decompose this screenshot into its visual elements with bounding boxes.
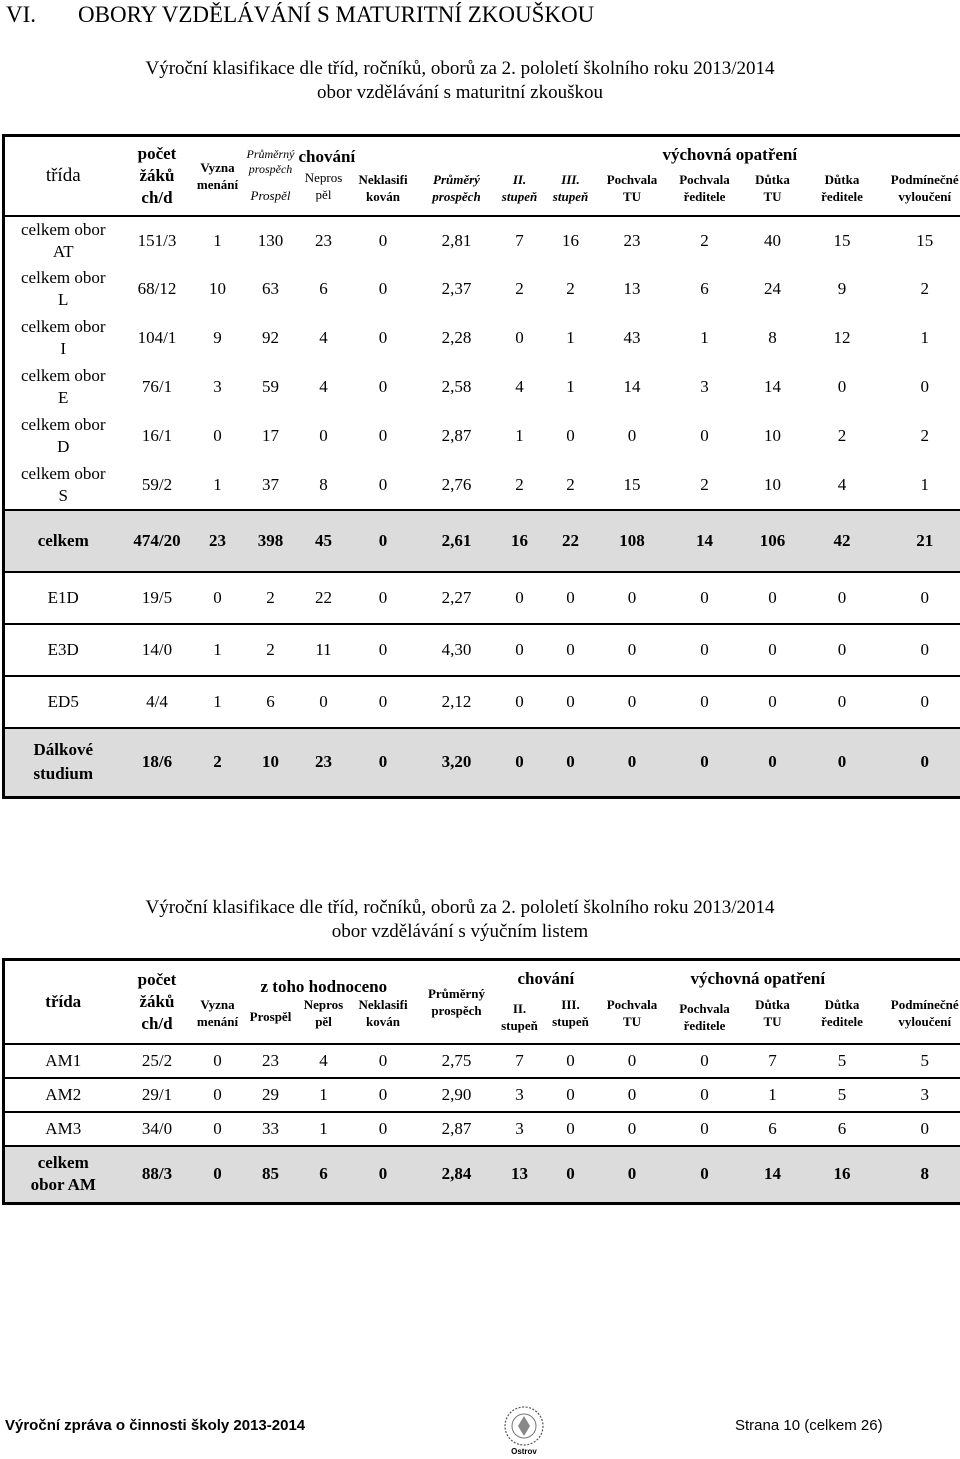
cell-value: 0 xyxy=(515,328,524,347)
cell-value: 2 xyxy=(243,624,299,676)
cell-value: 0 xyxy=(193,572,243,624)
cell-value: 0 xyxy=(378,426,388,445)
total-label: celkem xyxy=(4,510,122,572)
table-row xyxy=(4,412,960,461)
total-value: 0 xyxy=(544,1146,598,1204)
cell-value: 0 xyxy=(319,426,328,445)
cell-value: 6 xyxy=(319,279,328,298)
cell-value: 2 xyxy=(920,426,929,445)
t2-header-iii-stupen: III. stupeň xyxy=(552,996,589,1029)
cell-value: 0 xyxy=(667,572,743,624)
cell-value: 4 xyxy=(803,461,882,510)
cell-value: 4 xyxy=(319,328,328,347)
total-value: 45 xyxy=(299,510,349,572)
cell-value: 2 xyxy=(566,279,575,298)
table-row xyxy=(4,216,960,265)
t2-header-pocet: počet žáků ch/d xyxy=(137,969,177,1033)
cell-value: 59 xyxy=(262,377,279,396)
cell-value: 12 xyxy=(833,328,851,347)
cell-value: 3 xyxy=(496,1078,544,1112)
table2-header-row xyxy=(4,960,960,1044)
table-row xyxy=(4,624,960,676)
cell-value: 2 xyxy=(544,461,598,510)
header-neklas: Neklasifi kován xyxy=(358,172,408,205)
row-label: E1D xyxy=(4,572,122,624)
cell-value: 2 xyxy=(837,426,847,445)
t2-header-neklas: Neklasifi kován xyxy=(358,996,408,1029)
t2-header-dutka-tu: Důtka TU xyxy=(755,996,790,1029)
total-value: 42 xyxy=(803,510,882,572)
cell-value: 0 xyxy=(803,624,882,676)
distance-value: 0 xyxy=(882,728,960,798)
total-value: 85 xyxy=(243,1146,299,1204)
cell-value: 5 xyxy=(803,1044,882,1078)
cell-value: 6 xyxy=(803,1112,882,1146)
cell-value: 0 xyxy=(803,572,882,624)
cell-value: 0 xyxy=(920,377,929,396)
cell-value: 0 xyxy=(496,676,544,728)
cell-value: 0 xyxy=(349,1112,418,1146)
table-row xyxy=(4,363,960,412)
cell-value: 76/1 xyxy=(141,377,173,396)
cell-value: 0 xyxy=(598,572,667,624)
cell-value: 19/5 xyxy=(122,572,193,624)
section2-caption-2: obor vzdělávání s výučním listem xyxy=(331,921,589,942)
maturita-classification-table xyxy=(2,134,960,799)
cell-value: 0 xyxy=(667,624,743,676)
total-row xyxy=(4,1146,960,1204)
header-dutka-tu: Důtka TU xyxy=(755,172,790,205)
cell-value: 9 xyxy=(213,328,222,347)
cell-value: 0 xyxy=(349,216,418,265)
t2-header-podminecne: Podmínečné vyloučení xyxy=(890,996,959,1029)
header-pochvala-reditele: výchovná opatření Pochvala ředitele xyxy=(662,145,798,205)
cell-value: 3 xyxy=(882,1078,960,1112)
total-value: 106 xyxy=(743,510,803,572)
cell-value: 68/12 xyxy=(137,279,177,298)
total-value: 23 xyxy=(193,510,243,572)
cell-value: 2 xyxy=(667,216,743,265)
cell-value: 130 xyxy=(243,216,299,265)
cell-value: 0 xyxy=(213,426,222,445)
cell-value: 0 xyxy=(667,1078,743,1112)
row-label: E3D xyxy=(4,624,122,676)
total-value: 22 xyxy=(544,510,598,572)
distance-value: 0 xyxy=(496,728,544,798)
cell-value: 23 xyxy=(299,216,349,265)
cell-value: 2 xyxy=(920,279,929,298)
cell-value: 0 xyxy=(193,1044,243,1078)
cell-value: 0 xyxy=(349,572,418,624)
cell-value: 0 xyxy=(544,676,598,728)
total-value: 0 xyxy=(598,1146,667,1204)
cell-value: 2,87 xyxy=(418,1112,496,1146)
row-label: AM1 xyxy=(4,1044,122,1078)
cell-value: 0 xyxy=(349,1078,418,1112)
t2-header-trida: třída xyxy=(45,992,82,1012)
cell-value: 1 xyxy=(193,624,243,676)
cell-value: 1 xyxy=(566,328,575,347)
total-value: 2,61 xyxy=(418,510,496,572)
distance-row xyxy=(4,728,960,798)
cell-value: 1 xyxy=(193,216,243,265)
table-row xyxy=(4,1078,960,1112)
total-value: 88/3 xyxy=(122,1146,193,1204)
cell-value: 14/0 xyxy=(122,624,193,676)
distance-value: 0 xyxy=(667,728,743,798)
cell-value: 24 xyxy=(764,279,781,298)
cell-value: 29/1 xyxy=(122,1078,193,1112)
cell-value: 17 xyxy=(262,426,279,445)
cell-value: 16 xyxy=(544,216,598,265)
cell-value: 9 xyxy=(837,279,847,298)
cell-value: 0 xyxy=(544,1078,598,1112)
cell-value: 1 xyxy=(299,1112,349,1146)
t2-header-vyzna: Vyzna menání xyxy=(196,996,239,1029)
cell-value: 2,76 xyxy=(418,461,496,510)
row-label: celkem obor AT xyxy=(4,216,122,265)
cell-value: 0 xyxy=(349,676,418,728)
header-iii-stupen: III. stupeň xyxy=(552,172,589,205)
cell-value: 0 xyxy=(803,676,882,728)
logo-text: Ostrov xyxy=(511,1447,537,1456)
table-row xyxy=(4,1112,960,1146)
header-prumer: Průměrý prospěch xyxy=(432,172,481,205)
distance-value: 0 xyxy=(803,728,882,798)
total-value: 14 xyxy=(667,510,743,572)
cell-value: 0 xyxy=(496,572,544,624)
cell-value: 7 xyxy=(743,1044,803,1078)
cell-value: 8 xyxy=(299,461,349,510)
header-ii-stupen: II. stupeň xyxy=(501,172,538,205)
cell-value: 5 xyxy=(803,1078,882,1112)
distance-value: 2 xyxy=(193,728,243,798)
cell-value: 0 xyxy=(598,624,667,676)
cell-value: 0 xyxy=(743,676,803,728)
footer-left: Výroční zpráva o činnosti školy 2013-2014 xyxy=(5,1417,306,1434)
header-nepros: chování Nepros pěl xyxy=(298,147,356,203)
t2-header-nepros: Nepros pěl xyxy=(303,996,344,1029)
cell-value: 0 xyxy=(496,624,544,676)
section2-caption-1: Výroční klasifikace dle tříd, ročníků, oborů za 2. pololetí školního roku 2013/2014 xyxy=(145,897,775,918)
cell-value: 8 xyxy=(768,328,777,347)
chapter-number: VI. xyxy=(6,2,37,27)
row-label: celkem obor I xyxy=(21,317,106,358)
cell-value: 0 xyxy=(193,1112,243,1146)
table-row xyxy=(4,1044,960,1078)
distance-value: 10 xyxy=(243,728,299,798)
cell-value: 0 xyxy=(882,676,960,728)
cell-value: 2,87 xyxy=(441,426,472,445)
cell-value: 2,27 xyxy=(418,572,496,624)
cell-value: 23 xyxy=(598,216,667,265)
cell-value: 151/3 xyxy=(122,216,193,265)
cell-value: 1 xyxy=(882,461,960,510)
cell-value: 0 xyxy=(882,1112,960,1146)
cell-value: 40 xyxy=(743,216,803,265)
cell-value: 13 xyxy=(623,279,641,298)
cell-value: 0 xyxy=(378,377,388,396)
cell-value: 1 xyxy=(193,461,243,510)
cell-value: 29 xyxy=(243,1078,299,1112)
cell-value: 5 xyxy=(882,1044,960,1078)
cell-value: 1 xyxy=(193,676,243,728)
distance-value: 0 xyxy=(544,728,598,798)
cell-value: 0 xyxy=(193,1078,243,1112)
total-value: 0 xyxy=(667,1146,743,1204)
table-row xyxy=(4,314,960,363)
cell-value: 2,12 xyxy=(418,676,496,728)
t2-header-prumer: Průměrný prospěch xyxy=(427,985,486,1018)
vyucni-list-classification-table xyxy=(2,958,960,1205)
total-value: 398 xyxy=(243,510,299,572)
t2-header-vychovna: výchovná opatření xyxy=(690,968,826,988)
total-label: celkem obor AM xyxy=(4,1146,122,1204)
cell-value: 0 xyxy=(598,1078,667,1112)
cell-value: 6 xyxy=(743,1112,803,1146)
cell-value: 43 xyxy=(623,328,641,347)
cell-value: 14 xyxy=(623,377,641,396)
cell-value: 92 xyxy=(262,328,279,347)
cell-value: 2,75 xyxy=(418,1044,496,1078)
cell-value: 10 xyxy=(764,426,781,445)
chapter-title: OBORY VZDĚLÁVÁNÍ S MATURITNÍ ZKOUŠKOU xyxy=(78,2,595,27)
t2-header-prospel: z toho hodnoceno Prospěl xyxy=(249,977,388,1025)
row-label: celkem obor S xyxy=(4,461,122,510)
t2-header-chovani: chování xyxy=(517,968,575,988)
cell-value: 10 xyxy=(743,461,803,510)
cell-value: 25/2 xyxy=(122,1044,193,1078)
section1-caption-1: Výroční klasifikace dle tříd, ročníků, oborů za 2. pololetí školního roku 2013/2014 xyxy=(145,58,775,79)
table-row xyxy=(4,572,960,624)
cell-value: 0 xyxy=(598,676,667,728)
cell-value: 1 xyxy=(700,328,709,347)
cell-value: 0 xyxy=(743,624,803,676)
distance-value: 0 xyxy=(598,728,667,798)
cell-value: 2 xyxy=(515,279,524,298)
row-label: AM3 xyxy=(4,1112,122,1146)
distance-value: 3,20 xyxy=(418,728,496,798)
header-dutka-reditele: Důtka ředitele xyxy=(821,172,863,205)
cell-value: 0 xyxy=(743,572,803,624)
cell-value: 6 xyxy=(700,279,709,298)
cell-value: 0 xyxy=(378,279,388,298)
total-value: 474/20 xyxy=(122,510,193,572)
cell-value: 0 xyxy=(598,1112,667,1146)
cell-value: 4 xyxy=(319,377,328,396)
cell-value: 0 xyxy=(299,676,349,728)
table-header-row xyxy=(4,136,960,216)
cell-value: 2,37 xyxy=(441,279,472,298)
cell-value: 63 xyxy=(262,279,279,298)
total-value: 2,84 xyxy=(418,1146,496,1204)
table-row xyxy=(4,461,960,510)
cell-value: 4,30 xyxy=(418,624,496,676)
table-row xyxy=(4,676,960,728)
cell-value: 3 xyxy=(496,1112,544,1146)
cell-value: 0 xyxy=(837,377,847,396)
row-label: ED5 xyxy=(4,676,122,728)
cell-value: 33 xyxy=(243,1112,299,1146)
cell-value: 15 xyxy=(803,216,882,265)
cell-value: 2,90 xyxy=(418,1078,496,1112)
t2-header-pochvala-tu: Pochvala TU xyxy=(606,996,658,1029)
cell-value: 0 xyxy=(667,1044,743,1078)
cell-value: 1 xyxy=(515,426,524,445)
cell-value: 0 xyxy=(598,1044,667,1078)
cell-value: 0 xyxy=(349,461,418,510)
school-logo xyxy=(500,1404,548,1456)
cell-value: 0 xyxy=(566,426,575,445)
cell-value: 0 xyxy=(544,572,598,624)
cell-value: 2,58 xyxy=(441,377,472,396)
total-value: 6 xyxy=(299,1146,349,1204)
cell-value: 11 xyxy=(299,624,349,676)
cell-value: 14 xyxy=(764,377,781,396)
cell-value: 0 xyxy=(544,624,598,676)
cell-value: 10 xyxy=(209,279,226,298)
cell-value: 104/1 xyxy=(137,328,177,347)
total-value: 8 xyxy=(882,1146,960,1204)
row-label: celkem obor L xyxy=(21,268,106,309)
header-vyzna: Vyzna menání xyxy=(196,159,239,192)
distance-label: Dálkové studium xyxy=(4,728,122,798)
header-pochvala-tu: Pochvala TU xyxy=(606,172,658,205)
cell-value: 59/2 xyxy=(122,461,193,510)
distance-value: 0 xyxy=(743,728,803,798)
t2-header-dutka-reditele: Důtka ředitele xyxy=(821,996,863,1029)
cell-value: 0 xyxy=(627,426,637,445)
cell-value: 2 xyxy=(667,461,743,510)
cell-value: 0 xyxy=(544,1112,598,1146)
cell-value: 0 xyxy=(700,426,709,445)
cell-value: 1 xyxy=(566,377,575,396)
section1-caption-2: obor vzdělávání s maturitní zkouškou xyxy=(317,82,603,103)
cell-value: 0 xyxy=(378,328,388,347)
header-pocet: počet žáků ch/d xyxy=(137,143,177,207)
total-value: 0 xyxy=(349,510,418,572)
total-value: 0 xyxy=(349,1146,418,1204)
row-label: celkem obor D xyxy=(21,415,106,456)
cell-value: 22 xyxy=(299,572,349,624)
cell-value: 0 xyxy=(882,624,960,676)
table-row xyxy=(4,265,960,314)
cell-value: 16/1 xyxy=(141,426,173,445)
cell-value: 15 xyxy=(598,461,667,510)
total-value: 16 xyxy=(803,1146,882,1204)
cell-value: 0 xyxy=(349,624,418,676)
header-podminecne: Podmínečné vyloučení xyxy=(890,172,959,205)
total-row xyxy=(4,510,960,572)
cell-value: 4/4 xyxy=(122,676,193,728)
total-value: 13 xyxy=(496,1146,544,1204)
total-value: 21 xyxy=(882,510,960,572)
cell-value: 7 xyxy=(496,216,544,265)
cell-value: 1 xyxy=(920,328,929,347)
cell-value: 4 xyxy=(299,1044,349,1078)
row-label: AM2 xyxy=(4,1078,122,1112)
cell-value: 34/0 xyxy=(122,1112,193,1146)
row-label: celkem obor E xyxy=(21,366,106,407)
t2-header-pochvala-reditele: výchovná opatření Pochvala ředitele xyxy=(679,968,826,1033)
chapter-heading xyxy=(6,2,594,28)
cell-value: 1 xyxy=(743,1078,803,1112)
header-vychovna: výchovná opatření xyxy=(662,145,798,165)
cell-value: 23 xyxy=(243,1044,299,1078)
cell-value: 3 xyxy=(213,377,222,396)
cell-value: 0 xyxy=(349,1044,418,1078)
t2-header-ztoho: z toho hodnoceno xyxy=(260,977,388,997)
cell-value: 2,81 xyxy=(418,216,496,265)
total-value: 108 xyxy=(598,510,667,572)
cell-value: 4 xyxy=(515,377,524,396)
t2-header-ii-stupen: chování II. stupeň xyxy=(501,968,575,1033)
distance-value: 18/6 xyxy=(122,728,193,798)
cell-value: 0 xyxy=(667,676,743,728)
total-value: 16 xyxy=(496,510,544,572)
cell-value: 1 xyxy=(299,1078,349,1112)
cell-value: 0 xyxy=(544,1044,598,1078)
cell-value: 0 xyxy=(882,572,960,624)
header-trida: třída xyxy=(45,165,81,187)
distance-value: 0 xyxy=(349,728,418,798)
header-prospel: Průměrný prospěch Prospěl xyxy=(246,147,295,204)
cell-value: 2 xyxy=(243,572,299,624)
cell-value: 6 xyxy=(243,676,299,728)
total-value: 14 xyxy=(743,1146,803,1204)
footer-right: Strana 10 (celkem 26) xyxy=(735,1417,883,1434)
cell-value: 2 xyxy=(496,461,544,510)
cell-value: 37 xyxy=(243,461,299,510)
total-value: 0 xyxy=(193,1146,243,1204)
cell-value: 2,28 xyxy=(441,328,472,347)
cell-value: 3 xyxy=(700,377,709,396)
distance-value: 23 xyxy=(299,728,349,798)
cell-value: 7 xyxy=(496,1044,544,1078)
cell-value: 0 xyxy=(667,1112,743,1146)
cell-value: 15 xyxy=(882,216,960,265)
